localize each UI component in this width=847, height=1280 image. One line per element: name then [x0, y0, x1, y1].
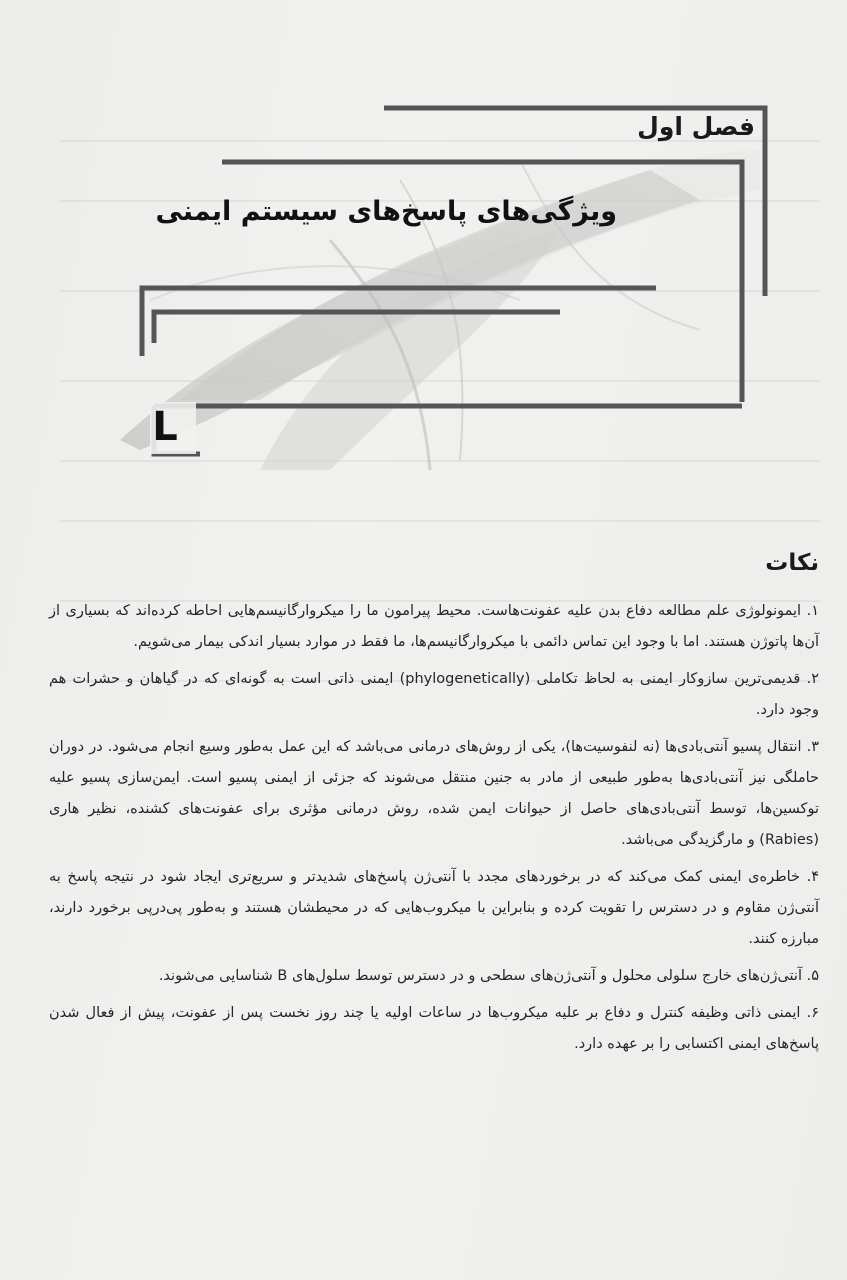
- chapter-label: فصل اول: [637, 112, 755, 141]
- note-number: ۱.: [806, 603, 820, 619]
- note-item: [49, 961, 819, 992]
- notes-list: [49, 596, 819, 1066]
- chapter-title: ویژگی‌های پاسخ‌های سیستم ایمنی: [155, 196, 617, 227]
- note-text: قدیمی‌ترین سازوکار ایمنی به لحاظ تکاملی (phylogenetically) ایمنی ذاتی است به گونه‌ای که در گیاهان و حشرات هم وجود دارد.: [49, 671, 819, 718]
- note-number: ۶.: [806, 1005, 820, 1021]
- note-text: ایمونولوژی علم مطالعه دفاع بدن علیه عفونت‌هاست. محیط پیرامون ما را میکروارگانیسم‌هایی احاطه کرده‌اند که بسیاری از آن‌ها پاتوژن هستند. اما با وجود این تماس دائمی با میکروارگانیسم‌ها، ما فقط در موارد بسیار اندکی بیمار می‌شویم.: [49, 603, 819, 650]
- note-text: آنتی‌ژن‌های خارج سلولی محلول و آنتی‌ژن‌های سطحی و در دسترس توسط سلول‌های B شناسایی می‌شوند.: [158, 968, 802, 984]
- note-item: [49, 596, 819, 658]
- note-number: ۵.: [806, 968, 819, 984]
- chapter-header-art: [0, 0, 847, 500]
- note-number: ۴.: [806, 869, 819, 885]
- note-item: [49, 732, 819, 856]
- note-item: [49, 862, 819, 955]
- chapter-letter-mark: L: [152, 404, 178, 450]
- note-item: [49, 998, 819, 1060]
- note-number: ۳.: [806, 739, 820, 755]
- note-text: خاطره‌ی ایمنی کمک می‌کند که در برخوردهای مجدد با آنتی‌ژن پاسخ‌های شدیدتر و سریع‌تری ایجاد شود در نتیجه پاسخ به آنتی‌ژن مقاوم و در دسترس را تقویت کرده و بنابراین با میکروب‌هایی که در محیطشان هستند و به‌طور پی‌درپی برخورد دارند، مبارزه کنند.: [49, 869, 819, 947]
- note-item: [49, 664, 819, 726]
- notes-heading: نکات: [765, 550, 819, 576]
- note-number: ۲.: [806, 671, 819, 687]
- note-text: انتقال پسیو آنتی‌بادی‌ها (نه لنفوسیت‌ها)، یکی از روش‌های درمانی می‌باشد که این عمل به‌طور وسیع انجام می‌شود. در دوران حاملگی نیز آنتی‌بادی‌ها به‌طور طبیعی از مادر به جنین منتقل می‌شوند که جزئی از ایمنی پسیو است. ایمن‌سازی پسیو علیه توکسین‌ها، توسط آنتی‌بادی‌های حاصل از حیوانات ایمن شده، روش درمانی مؤثری برای عفونت‌های کشنده، نظیر هاری (Rabies) و مارگزیدگی می‌باشد.: [49, 739, 819, 848]
- note-text: ایمنی ذاتی وظیفه کنترل و دفاع بر علیه میکروب‌ها در ساعات اولیه یا چند روز نخست پس از عفونت، پیش از فعال شدن پاسخ‌های ایمنی اکتسابی را بر عهده دارد.: [49, 1005, 819, 1052]
